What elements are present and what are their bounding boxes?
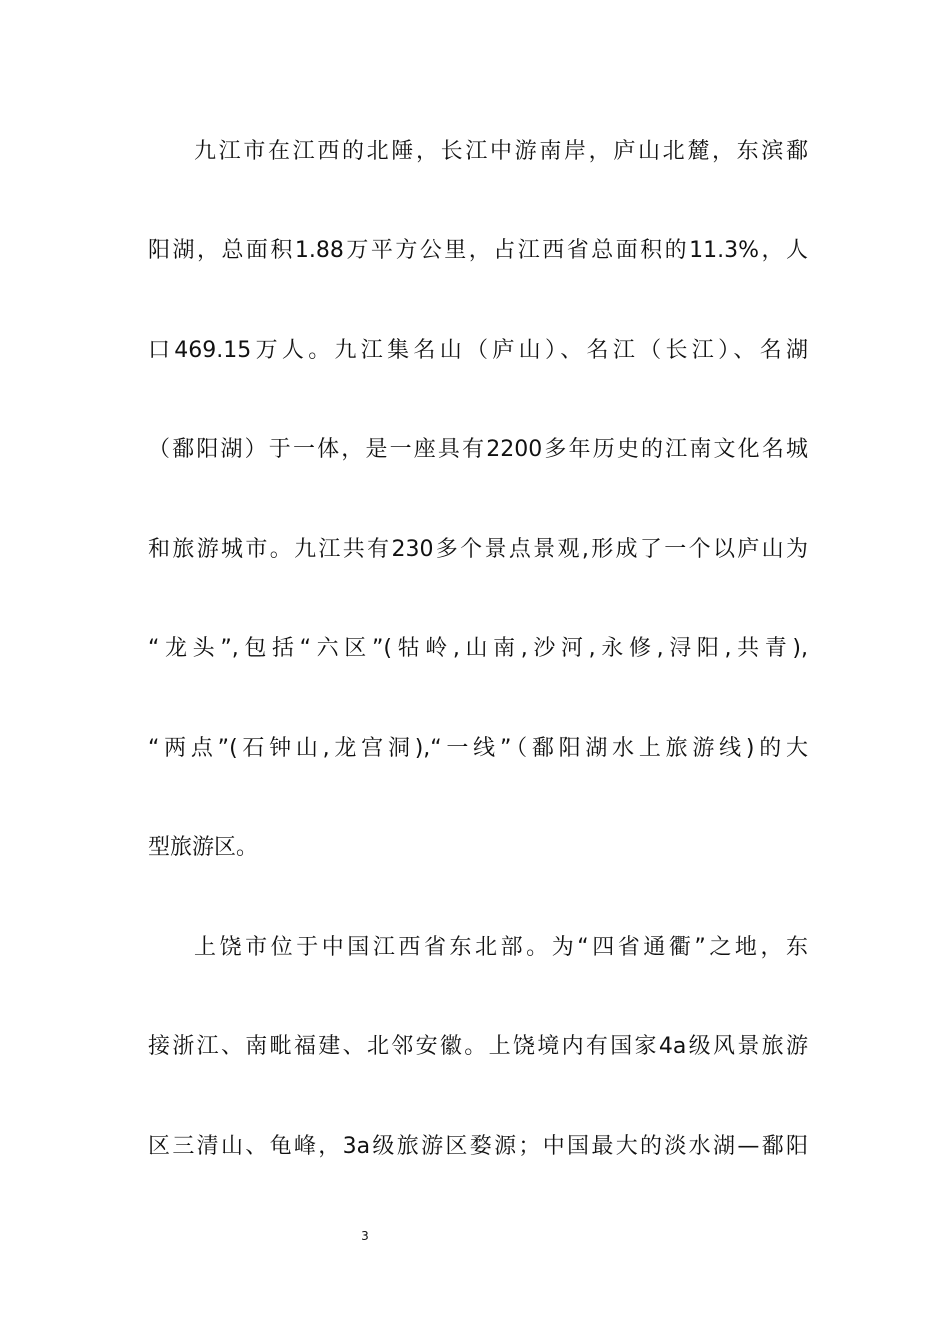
paragraph-2-line-1: 上饶市位于中国江西省东北部。为“四省通衢”之地，东: [194, 935, 808, 960]
paragraph-1-line-1: 九江市在江西的北陲，长江中游南岸，庐山北麓，东滨鄱: [194, 139, 808, 164]
page-number: 3: [361, 1229, 369, 1243]
paragraph-1-line-7: “两点”(石钟山,龙宫洞),“一线”（鄱阳湖水上旅游线)的大: [148, 736, 808, 761]
paragraph-1-line-3: 口469.15万人。九江集名山（庐山）、名江（长江）、名湖: [148, 338, 808, 363]
paragraph-2-line-2: 接浙江、南毗福建、北邻安徽。上饶境内有国家4a级风景旅游: [148, 1034, 808, 1059]
paragraph-1-line-2: 阳湖，总面积1.88万平方公里，占江西省总面积的11.3%，人: [148, 238, 808, 263]
paragraph-2-line-3: 区三清山、龟峰，3a级旅游区婺源；中国最大的淡水湖—鄱阳: [148, 1134, 808, 1159]
paragraph-1-line-4: （鄱阳湖）于一体，是一座具有2200多年历史的江南文化名城: [148, 437, 808, 462]
paragraph-1-line-6: “龙头”,包括“六区”(牯岭,山南,沙河,永修,浔阳,共青),: [148, 636, 808, 661]
paragraph-1-line-8: 型旅游区。: [148, 835, 259, 860]
paragraph-1-line-5: 和旅游城市。九江共有230多个景点景观,形成了一个以庐山为: [148, 537, 808, 562]
